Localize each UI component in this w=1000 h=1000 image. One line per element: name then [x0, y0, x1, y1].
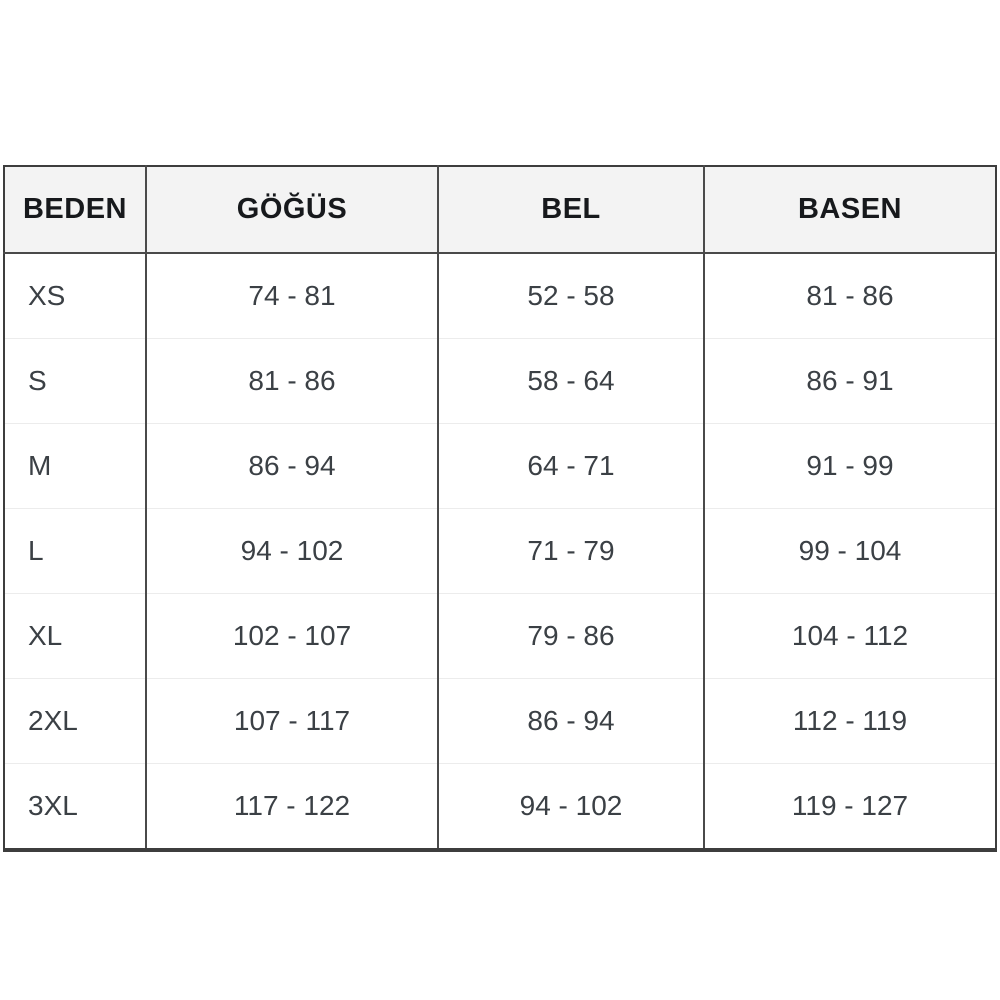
chest-range: 81 - 86 — [146, 339, 438, 424]
table-row-m — [4, 424, 996, 509]
size-label: 3XL — [4, 764, 146, 851]
size-label: XS — [4, 253, 146, 339]
header-row — [4, 166, 996, 253]
hips-range: 119 - 127 — [704, 764, 996, 851]
column-header-gogus: GÖĞÜS — [146, 166, 438, 253]
size-label: L — [4, 509, 146, 594]
hips-range: 104 - 112 — [704, 594, 996, 679]
waist-range: 94 - 102 — [438, 764, 704, 851]
size-label: 2XL — [4, 679, 146, 764]
waist-range: 58 - 64 — [438, 339, 704, 424]
hips-range: 81 - 86 — [704, 253, 996, 339]
column-header-beden: BEDEN — [4, 166, 146, 253]
table-row-xs — [4, 253, 996, 339]
column-header-basen: BASEN — [704, 166, 996, 253]
size-label: S — [4, 339, 146, 424]
table-row-xl — [4, 594, 996, 679]
size-label: XL — [4, 594, 146, 679]
waist-range: 71 - 79 — [438, 509, 704, 594]
column-header-bel: BEL — [438, 166, 704, 253]
table-row-2xl — [4, 679, 996, 764]
hips-range: 86 - 91 — [704, 339, 996, 424]
chest-range: 102 - 107 — [146, 594, 438, 679]
hips-range: 99 - 104 — [704, 509, 996, 594]
chest-range: 74 - 81 — [146, 253, 438, 339]
waist-range: 64 - 71 — [438, 424, 704, 509]
waist-range: 79 - 86 — [438, 594, 704, 679]
hips-range: 91 - 99 — [704, 424, 996, 509]
size-chart-table — [3, 165, 997, 852]
size-label: M — [4, 424, 146, 509]
hips-range: 112 - 119 — [704, 679, 996, 764]
chest-range: 107 - 117 — [146, 679, 438, 764]
table-row-l — [4, 509, 996, 594]
table-row-s — [4, 339, 996, 424]
chest-range: 86 - 94 — [146, 424, 438, 509]
chest-range: 94 - 102 — [146, 509, 438, 594]
waist-range: 52 - 58 — [438, 253, 704, 339]
waist-range: 86 - 94 — [438, 679, 704, 764]
table-row-3xl — [4, 764, 996, 851]
chest-range: 117 - 122 — [146, 764, 438, 851]
